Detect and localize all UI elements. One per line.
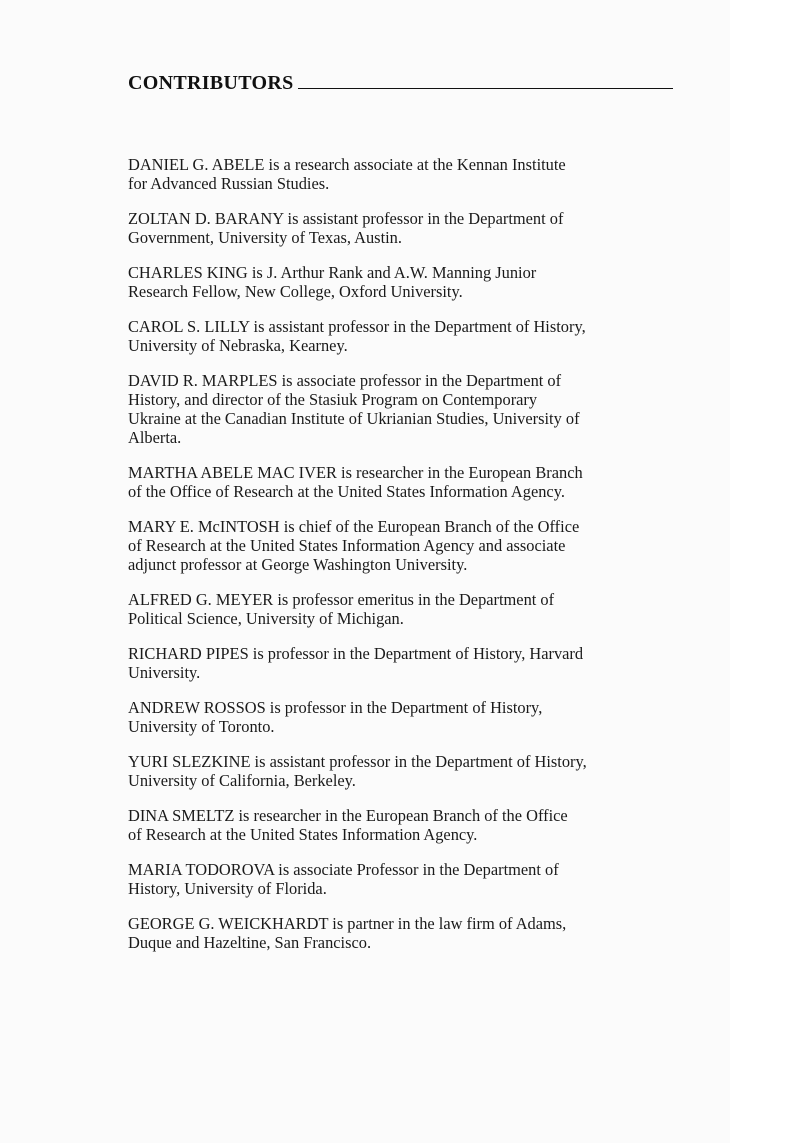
contributor-entry — [128, 806, 688, 844]
page-header — [128, 64, 673, 94]
contributor-text-line: ALFRED G. MEYER is professor emeritus in the Department of — [128, 590, 555, 609]
contributor-text-line: History, and director of the Stasiuk Program on Contemporary — [128, 390, 538, 409]
contributor-text-line: ZOLTAN D. BARANY is assistant professor in the Department of — [128, 209, 564, 228]
contributor-entry — [128, 860, 688, 898]
page-margin — [730, 0, 801, 1143]
contributor-entry — [128, 698, 688, 736]
contributor-text-line: of the Office of Research at the United States Information Agency. — [128, 482, 565, 501]
contributor-entry — [128, 317, 688, 355]
contributor-entry — [128, 209, 688, 247]
contributor-text-line: University of California, Berkeley. — [128, 771, 356, 790]
contributor-text-line: Government, University of Texas, Austin. — [128, 228, 402, 247]
contributor-text-line: of Research at the United States Information Agency. — [128, 825, 478, 844]
contributor-text-line: DANIEL G. ABELE is a research associate at the Kennan Institute — [128, 155, 566, 174]
contributor-entry — [128, 463, 688, 501]
contributor-text-line: of Research at the United States Information Agency and associate — [128, 536, 566, 555]
contributor-entry — [128, 517, 688, 574]
contributor-entry — [128, 914, 688, 952]
contributor-text-line: Duque and Hazeltine, San Francisco. — [128, 933, 372, 952]
contributor-text-line: Political Science, University of Michigan. — [128, 609, 404, 628]
contributor-text-line: RICHARD PIPES is professor in the Department of History, Harvard — [128, 644, 584, 663]
contributors-list — [128, 155, 688, 968]
contributor-text-line: University of Toronto. — [128, 717, 275, 736]
contributor-text-line: MARIA TODOROVA is associate Professor in the Department of — [128, 860, 559, 879]
contributor-text-line: ANDREW ROSSOS is professor in the Department of History, — [128, 698, 543, 717]
header-rule — [298, 88, 674, 89]
contributor-text-line: University. — [128, 663, 201, 682]
contributor-text-line: History, University of Florida. — [128, 879, 327, 898]
contributor-text-line: University of Nebraska, Kearney. — [128, 336, 348, 355]
contributor-text-line: DAVID R. MARPLES is associate professor in the Department of — [128, 371, 562, 390]
contributor-text-line: GEORGE G. WEICKHARDT is partner in the law firm of Adams, — [128, 914, 567, 933]
contributor-entry — [128, 644, 688, 682]
contributor-text-line: Research Fellow, New College, Oxford University. — [128, 282, 463, 301]
page-title: CONTRIBUTORS — [128, 72, 294, 94]
contributor-entry — [128, 155, 688, 193]
contributor-text-line: DINA SMELTZ is researcher in the European Branch of the Office — [128, 806, 568, 825]
contributor-text-line: Alberta. — [128, 428, 182, 447]
contributor-text-line: CHARLES KING is J. Arthur Rank and A.W. Manning Junior — [128, 263, 537, 282]
contributor-text-line: for Advanced Russian Studies. — [128, 174, 330, 193]
contributor-text-line: YURI SLEZKINE is assistant professor in the Department of History, — [128, 752, 587, 771]
contributor-entry — [128, 590, 688, 628]
contributor-entry — [128, 752, 688, 790]
contributor-text-line: adjunct professor at George Washington University. — [128, 555, 468, 574]
contributor-entry — [128, 371, 688, 447]
contributor-text-line: CAROL S. LILLY is assistant professor in the Department of History, — [128, 317, 586, 336]
contributor-text-line: MARY E. McINTOSH is chief of the European Branch of the Office — [128, 517, 580, 536]
contributor-text-line: Ukraine at the Canadian Institute of Ukrianian Studies, University of — [128, 409, 580, 428]
contributor-text-line: MARTHA ABELE MAC IVER is researcher in the European Branch — [128, 463, 583, 482]
contributor-entry — [128, 263, 688, 301]
